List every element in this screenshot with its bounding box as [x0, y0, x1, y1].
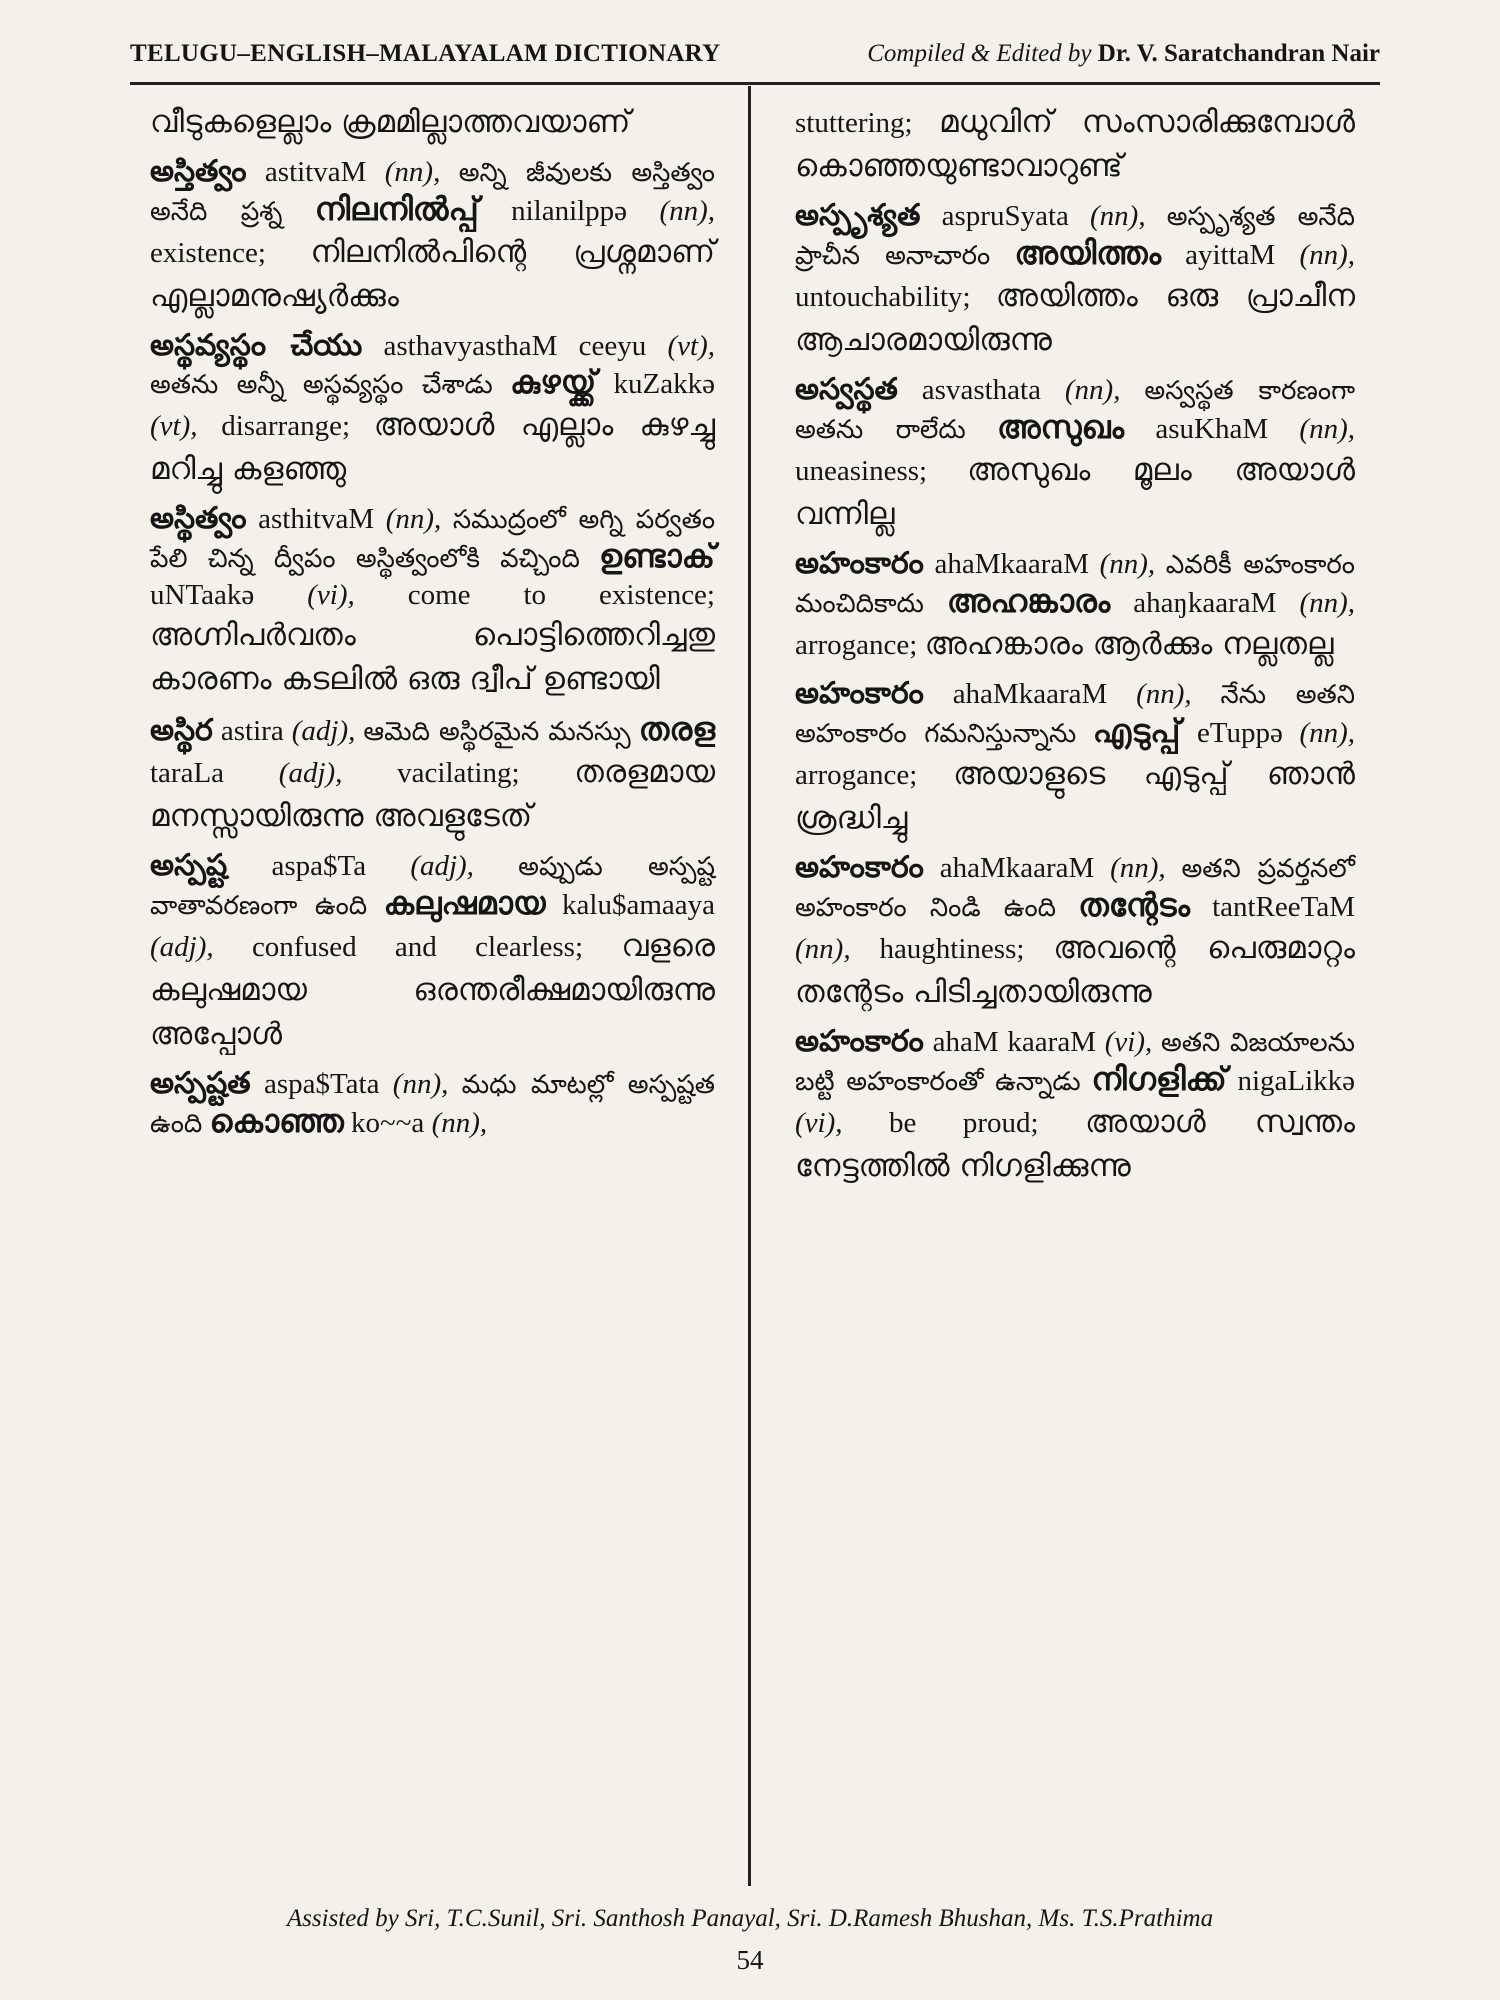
malayalam-example: വളരെ കലുഷമായ ഒരന്തരീക്ഷമായിരുന്നു അപ്പോൾ: [150, 928, 715, 1052]
grammar-tag: (nn),: [1136, 678, 1192, 710]
grammar-tag: (nn),: [392, 1068, 449, 1100]
transliteration: ahaMkaaraM: [952, 678, 1108, 710]
dictionary-title: TELUGU–ENGLISH–MALAYALAM DICTIONARY: [130, 40, 721, 67]
malayalam-transliteration: nigaLikkə: [1237, 1065, 1356, 1097]
malayalam-transliteration: ayittaM: [1185, 239, 1276, 271]
grammar-tag: (nn),: [385, 503, 442, 535]
malayalam-headword: നിഗളിക്ക്: [1091, 1060, 1227, 1098]
compiler-name: Dr. V. Saratchandran Nair: [1097, 40, 1380, 67]
malayalam-headword: കൊഞ്ഞ: [209, 1102, 344, 1140]
malayalam-transliteration: ahaŋkaaraM: [1133, 587, 1277, 619]
grammar-tag: (nn),: [384, 156, 441, 188]
grammar-tag: (adj),: [410, 850, 474, 882]
column-divider: [748, 86, 751, 1886]
malayalam-example: അയാൾ എല്ലാം കുഴച്ചു മറിച്ചു കളഞ്ഞു: [150, 407, 716, 487]
malayalam-transliteration: tantReeTaM: [1212, 891, 1356, 923]
malayalam-grammar-tag: (nn),: [431, 1107, 488, 1139]
transliteration: asthavyasthaM ceeyu: [383, 330, 647, 362]
malayalam-example: അയിത്തം ഒരു പ്രാചീന ആചാരമായിരുന്നു: [795, 278, 1355, 358]
malayalam-example: തരളമായ മനസ്സായിരുന്നു അവളുടേത്: [150, 754, 716, 834]
malayalam-headword: അസുഖം: [997, 408, 1125, 446]
malayalam-headword: എടുപ്പ്: [1092, 712, 1181, 750]
telugu-example: అతని విజయాలను బట్టి అహంకారంతో ఉన్నాడు: [795, 1028, 1355, 1097]
transliteration: ahaMkaaraM: [939, 852, 1095, 884]
dictionary-entry: [150, 711, 715, 838]
dictionary-entry: [150, 328, 715, 491]
malayalam-transliteration: asuKhaM: [1155, 413, 1269, 445]
english-meaning: be proud;: [888, 1107, 1039, 1139]
malayalam-transliteration: taraLa: [150, 757, 225, 789]
left-column: [150, 100, 715, 1152]
malayalam-example: അസുഖം മൂലം അയാൾ വന്നില്ല: [795, 452, 1355, 532]
telugu-example: సముద్రంలో అగ్ని పర్వతం పేలి చిన్న ద్వీపం అస్థిత్వంలోకి వచ్చింది: [150, 505, 716, 574]
grammar-tag: (nn),: [1064, 374, 1121, 406]
transliteration: aspa$Ta: [271, 850, 367, 882]
malayalam-headword: നിലനിൽപ്പ്: [314, 190, 479, 228]
malayalam-example: അഹങ്കാരം ആർക്കും നല്ലതല്ല: [924, 626, 1334, 662]
dictionary-entry: [795, 546, 1355, 666]
telugu-example: అప్పుడు అస్పష్ట వాతావరణంగా ఉంది: [150, 852, 716, 921]
malayalam-transliteration: ko~~a: [351, 1107, 425, 1139]
telugu-headword: అహంకారం: [795, 850, 924, 885]
english-meaning: vacilating;: [397, 757, 520, 789]
malayalam-headword: കലുഷമായ: [383, 884, 546, 922]
telugu-example: మధు మాటల్లో అస్పష్టత ఉంది: [150, 1070, 716, 1139]
english-meaning: disarrange;: [221, 410, 351, 442]
malayalam-example: നിലനിൽപിന്റെ പ്രശ്നമാണ് എല്ലാമനുഷ്യർക്കും: [150, 234, 715, 314]
grammar-tag: (adj),: [291, 715, 356, 747]
malayalam-example: അവന്റെ പെരുമാറ്റം തന്റേടം പിടിച്ചതായിരുന്നു: [795, 930, 1355, 1010]
left-entries: [150, 154, 715, 1142]
malayalam-grammar-tag: (vi),: [307, 579, 355, 611]
right-column: [795, 100, 1355, 1198]
dictionary-entry: [150, 154, 715, 318]
malayalam-grammar-tag: (vt),: [150, 410, 198, 442]
transliteration: asvasthata: [921, 374, 1041, 406]
transliteration: aspa$Tata: [263, 1068, 380, 1100]
malayalam-example: അയാൾ സ്വന്തം നേട്ടത്തിൽ നിഗളിക്കുന്നു: [795, 1104, 1356, 1184]
malayalam-headword: അഹങ്കാരം: [946, 582, 1111, 620]
telugu-headword: అస్పష్ట: [150, 848, 228, 883]
malayalam-transliteration: uNTaakə: [150, 579, 255, 611]
page-number: 54: [736, 1945, 764, 1975]
dictionary-entry: [150, 1066, 715, 1142]
malayalam-example: അഗ്നിപർവതം പൊട്ടിത്തെറിച്ചതു കാരണം കടലിൽ ഒരു ദ്വീപ് ഉണ്ടായി: [150, 617, 715, 697]
malayalam-transliteration: nilanilppə: [511, 195, 628, 227]
english-meaning: existence;: [150, 237, 266, 269]
transliteration: astira: [220, 715, 284, 747]
dictionary-entry: [795, 676, 1355, 840]
telugu-example: ఆమెది అస్థిరమైన మనస్సు: [363, 717, 631, 747]
compiler-credit: Compiled & Edited by Dr. V. Saratchandran Nair: [867, 40, 1380, 67]
malayalam-grammar-tag: (nn),: [1299, 587, 1356, 619]
page-header: [130, 28, 1380, 80]
malayalam-transliteration: eTuppə: [1196, 717, 1283, 749]
grammar-tag: (vi),: [1104, 1026, 1153, 1058]
malayalam-grammar-tag: (nn),: [1299, 413, 1355, 445]
english-meaning: arrogance;: [795, 759, 918, 791]
telugu-headword: అస్తిత్వం: [150, 154, 247, 189]
telugu-example: ఎవరికీ అహంకారం మంచిదికాదు: [795, 550, 1355, 619]
continuation-text: വീടുകളെല്ലാം ക്രമമില്ലാത്തവയാണ്: [150, 104, 631, 140]
telugu-example: నేను అతని అహంకారం గమనిస్తున్నాను: [795, 680, 1356, 749]
dictionary-entry: [150, 848, 715, 1056]
telugu-headword: అస్పృశ్యత: [795, 198, 921, 233]
telugu-example: అస్పృశ్యత అనేది ప్రాచీన అనాచారం: [795, 202, 1356, 271]
malayalam-grammar-tag: (nn),: [659, 195, 716, 227]
malayalam-transliteration: kalu$amaaya: [562, 889, 715, 921]
telugu-example: అతను అన్నీ అస్థవ్యస్థం చేశాడు: [150, 370, 493, 400]
dictionary-entry: [795, 198, 1355, 362]
english-meaning: arrogance;: [795, 629, 918, 661]
malayalam-grammar-tag: (adj),: [278, 757, 343, 789]
telugu-headword: అహంకారం: [795, 546, 924, 581]
grammar-tag: (nn),: [1090, 200, 1146, 232]
telugu-headword: అస్పష్టత: [150, 1066, 251, 1101]
malayalam-headword: ഉണ്ടാക്: [599, 537, 716, 575]
telugu-headword: అహంకారం: [795, 676, 924, 711]
malayalam-grammar-tag: (vi),: [795, 1107, 843, 1139]
grammar-tag: (nn),: [1099, 548, 1156, 580]
telugu-headword: అస్థవ్యస్థం చేయు: [150, 328, 363, 363]
transliteration: ahaMkaaraM: [934, 548, 1090, 580]
telugu-headword: అస్వస్థత: [795, 372, 898, 407]
dictionary-entry: [150, 501, 715, 701]
english-meaning: untouchability;: [795, 281, 971, 313]
malayalam-grammar-tag: (nn),: [795, 933, 851, 965]
continuation-text: stuttering; മധുവിന് സംസാരിക്കുമ്പോൾ കൊഞ്ഞയുണ്ടാവാറുണ്ട്: [795, 104, 1355, 184]
english-meaning: confused and clearless;: [251, 931, 583, 963]
right-entries: [795, 198, 1355, 1188]
malayalam-grammar-tag: (nn),: [1299, 239, 1356, 271]
english-meaning: haughtiness;: [879, 933, 1025, 965]
malayalam-grammar-tag: (nn),: [1299, 717, 1356, 749]
malayalam-grammar-tag: (adj),: [150, 931, 214, 963]
telugu-headword: అస్థిత్వం: [150, 501, 247, 536]
english-meaning: uneasiness;: [795, 455, 928, 487]
transliteration: astitvaM: [264, 156, 367, 188]
transliteration: aspruSyata: [941, 200, 1069, 232]
grammar-tag: (nn),: [1110, 852, 1166, 884]
assisted-by-footer: Assisted by Sri, T.C.Sunil, Sri. Santhosh Panayal, Sri. D.Ramesh Bhushan, Ms. T.S.Prathima: [286, 1905, 1214, 1932]
header-rule: [130, 82, 1380, 85]
telugu-headword: అహంకారం: [795, 1024, 924, 1059]
dictionary-entry: [795, 1024, 1355, 1188]
transliteration: asthitvaM: [258, 503, 375, 535]
telugu-example: అస్వస్థత కారణంగా అతను రాలేదు: [795, 376, 1356, 445]
malayalam-headword: തന്റേടം: [1078, 886, 1190, 924]
telugu-example: అన్ని జీవులకు అస్తిత్వం అనేది ప్రశ్న: [150, 158, 715, 227]
english-meaning: come to existence;: [407, 579, 715, 611]
grammar-tag: (vt),: [667, 330, 716, 362]
malayalam-headword: അയിത്തം: [1014, 234, 1161, 272]
dictionary-entry: [795, 372, 1355, 536]
telugu-example: అతని ప్రవర్తనలో అహంకారం నిండి ఉంది: [795, 854, 1355, 923]
transliteration: ahaM kaaraM: [932, 1026, 1096, 1058]
malayalam-headword: തരള: [638, 710, 716, 748]
telugu-headword: అస్థిర: [150, 713, 213, 748]
malayalam-example: അയാളുടെ എടുപ്പ് ഞാൻ ശ്രദ്ധിച്ചു: [795, 756, 1355, 836]
dictionary-entry: [795, 850, 1355, 1014]
malayalam-transliteration: kuZakkə: [613, 368, 716, 400]
malayalam-headword: കുഴയ്ക്ക്: [510, 363, 597, 401]
